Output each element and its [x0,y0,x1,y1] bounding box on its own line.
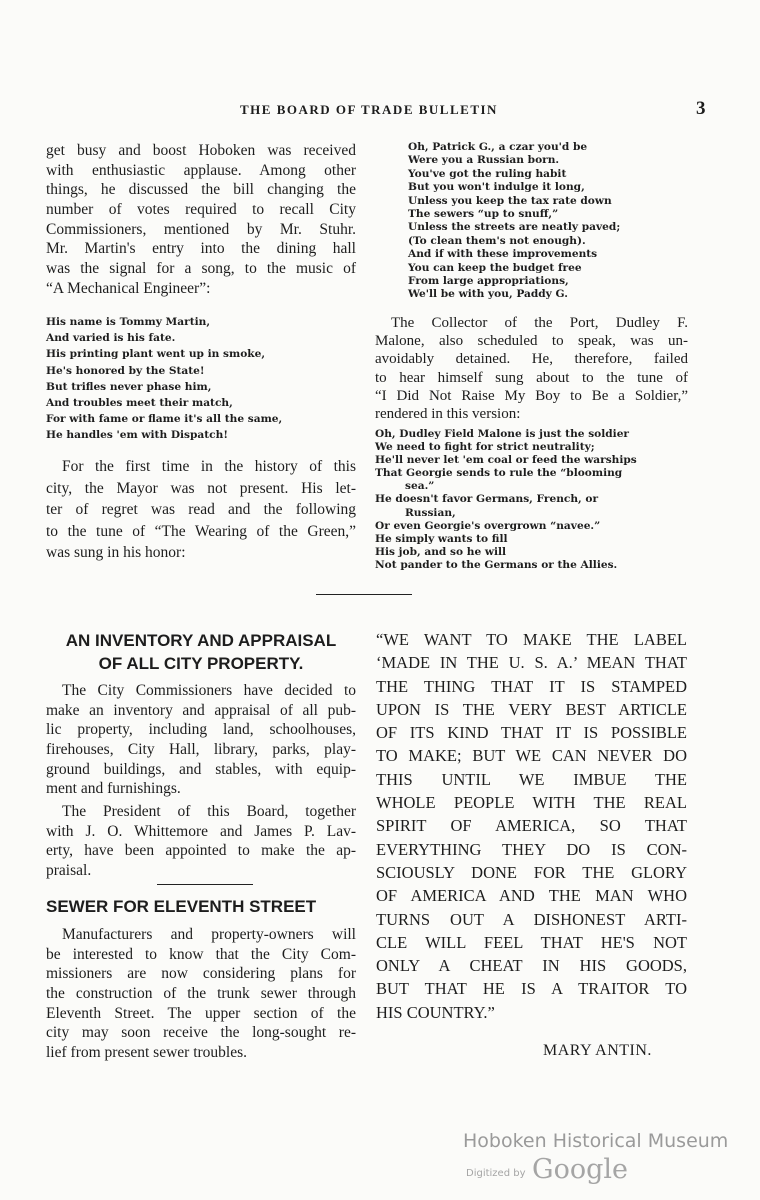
meeting-paragraph-1 [46,141,356,299]
text-line: city may soon receive the long-sought re- [46,1024,356,1042]
verse-line: sea.” [405,480,435,493]
section-divider [157,884,253,885]
quote-line: EVERYTHING THEY DO IS CON- [376,839,687,859]
museum-watermark: Hoboken Historical Museum [463,1130,729,1152]
verse-line: Russian, [405,506,456,519]
verse-line: We'll be with you, Paddy G. [408,288,568,301]
page-number: 3 [696,98,706,119]
text-line: Malone, also scheduled to speak, was un- [375,333,688,350]
verse-line: From large appropriations, [408,275,569,288]
verse-line: His job, and so he will [375,545,507,558]
verse-line: Unless you keep the tax rate down [408,194,612,207]
text-line: was the signal for a song, to the music of [46,260,356,278]
verse-line: Oh, Patrick G., a czar you'd be [408,141,588,153]
text-line: to the tune of “The Wearing of the Green,” [46,522,356,540]
quote-line: ‘MADE IN THE U. S. A.’ MEAN THAT [376,653,687,673]
text-line: to hear himself sung about to the tune of [375,369,688,386]
quote-line: THE THING THAT IT IS STAMPED [376,676,687,696]
quote-line: BUT THAT HE IS A TRAITOR TO [376,979,687,999]
verse-line: That Georgie sends to rule the “blooming [375,467,623,480]
inventory-paragraph-2 [46,802,356,881]
sewer-heading: SEWER FOR ELEVENTH STREET [46,897,317,916]
verse-line: Not pander to the Germans or the Allies. [375,558,618,571]
text-line: “I Did Not Raise My Boy to Be a Soldier,” [375,387,688,404]
text-line: with enthusiastic applause. Among other [46,161,356,179]
verse-line: He'll never let 'em coal or feed the warships [375,454,637,467]
verse-line: And varied is his fate. [46,332,176,345]
quote-line: THIS UNTIL WE IMBUE THE [376,769,687,789]
text-line: city, the Mayor was not present. His let- [46,479,356,497]
digitized-by-label: Digitized by [466,1168,526,1179]
verse-line: The sewers “up to snuff,” [408,208,559,221]
quote-line: ONLY A CHEAT IN HIS GOODS, [376,956,687,976]
verse-line: Unless the streets are neatly paved; [408,221,621,234]
text-line: number of votes required to recall City [46,201,356,219]
verse-line: Were you a Russian born. [408,154,560,167]
quote-line: WHOLE PEOPLE WITH THE REAL [376,793,687,813]
text-line: lic property, including land, schoolhouses, [46,721,356,739]
text-line: The City Commissioners have decided to [62,682,356,699]
verse-line: And if with these improvements [408,248,598,261]
verse-line: For with fame or flame it's all the same, [46,413,283,426]
text-line: make an inventory and appraisal of all pub- [46,701,356,719]
verse-line: His printing plant went up in smoke, [46,348,266,361]
text-line: get busy and boost Hoboken was received [46,142,356,159]
heading-line: AN INVENTORY AND APPRAISAL [65,631,337,650]
text-line: ter of regret was read and the following [46,501,356,518]
verse-line: He's honored by the State! [46,364,205,377]
text-line: Commissioners, mentioned by Mr. Stuhr. [46,220,356,238]
text-line: The President of this Board, together [62,803,356,820]
quote-line: OF ITS KIND THAT IT IS POSSIBLE [376,723,687,743]
verse-line: He doesn't favor Germans, French, or [375,493,599,506]
text-line: avoidably detained. He, therefore, failed [375,351,688,368]
text-line: with J. O. Whittemore and James P. Lav- [46,822,356,840]
quote-line: SPIRIT OF AMERICA, SO THAT [376,816,687,836]
text-line: Manufacturers and property-owners will [62,926,356,943]
text-line: ground buildings, and stables, with equip- [46,760,356,778]
quote-line: SCIOUSLY DONE FOR THE GLORY [376,862,687,882]
text-line: “A Mechanical Engineer”: [46,279,211,297]
quote-line: HIS COUNTRY.” [376,1002,495,1022]
sewer-paragraph [46,925,356,1063]
quote-author: MARY ANTIN. [543,1042,652,1059]
text-line: firehouses, City Hall, library, parks, play- [46,741,356,759]
text-line: praisal. [46,862,92,880]
patrick-verse [408,141,688,302]
malone-verse [375,428,688,572]
inventory-paragraph-1 [46,681,356,799]
mayor-paragraph [46,456,356,564]
quote-line: CLE WILL FEEL THAT HE'S NOT [376,932,687,952]
verse-line: He simply wants to fill [375,532,508,545]
quote-line: TURNS OUT A DISHONEST ARTI- [376,909,687,929]
inventory-heading [40,629,362,675]
verse-line: We need to fight for strict neutrality; [375,441,595,454]
text-line: The Collector of the Port, Dudley F. [391,315,688,331]
antin-quote [376,628,687,1024]
quote-line: UPON IS THE VERY BEST ARTICLE [376,699,687,719]
malone-paragraph [375,314,688,423]
text-line: Mr. Martin's entry into the dining hall [46,240,356,258]
verse-line: Oh, Dudley Field Malone is just the soldier [375,428,630,440]
text-line: lief from present sewer troubles. [46,1044,248,1062]
verse-line: But you won't indulge it long, [408,181,585,194]
text-line: be interested to know that the City Com- [46,945,356,963]
verse-line: Or even Georgie's overgrown “navee.” [375,519,601,532]
quote-line: OF AMERICA AND THE MAN WHO [376,886,687,906]
verse-line: His name is Tommy Martin, [46,316,211,328]
text-line: For the first time in the history of this [62,458,356,475]
quote-line: TO MAKE; BUT WE CAN NEVER DO [376,746,687,766]
verse-line: And troubles meet their match, [46,397,233,410]
google-logo: Google [532,1154,628,1185]
heading-line: OF ALL CITY PROPERTY. [98,654,304,673]
verse-line: (To clean them's not enough). [408,234,586,247]
text-line: things, he discussed the bill changing the [46,181,356,199]
verse-line: He handles 'em with Dispatch! [46,429,228,442]
verse-line: You've got the ruling habit [408,167,567,180]
text-line: missioners are now considering plans for [46,965,356,983]
tommy-martin-verse [46,314,358,444]
verse-line: But trifles never phase him, [46,380,212,393]
text-line: the construction of the trunk sewer through [46,985,356,1003]
verse-line: You can keep the budget free [408,261,582,274]
text-line: Eleventh Street. The upper section of the [46,1004,356,1022]
text-line: was sung in his honor: [46,544,186,561]
text-line: rendered in this version: [375,405,521,422]
text-line: erty, have been appointed to make the ap- [46,842,356,860]
running-header: THE BOARD OF TRADE BULLETIN [240,102,498,117]
quote-line: “WE WANT TO MAKE THE LABEL [376,630,687,649]
text-line: ment and furnishings. [46,780,181,798]
section-divider [316,594,412,595]
